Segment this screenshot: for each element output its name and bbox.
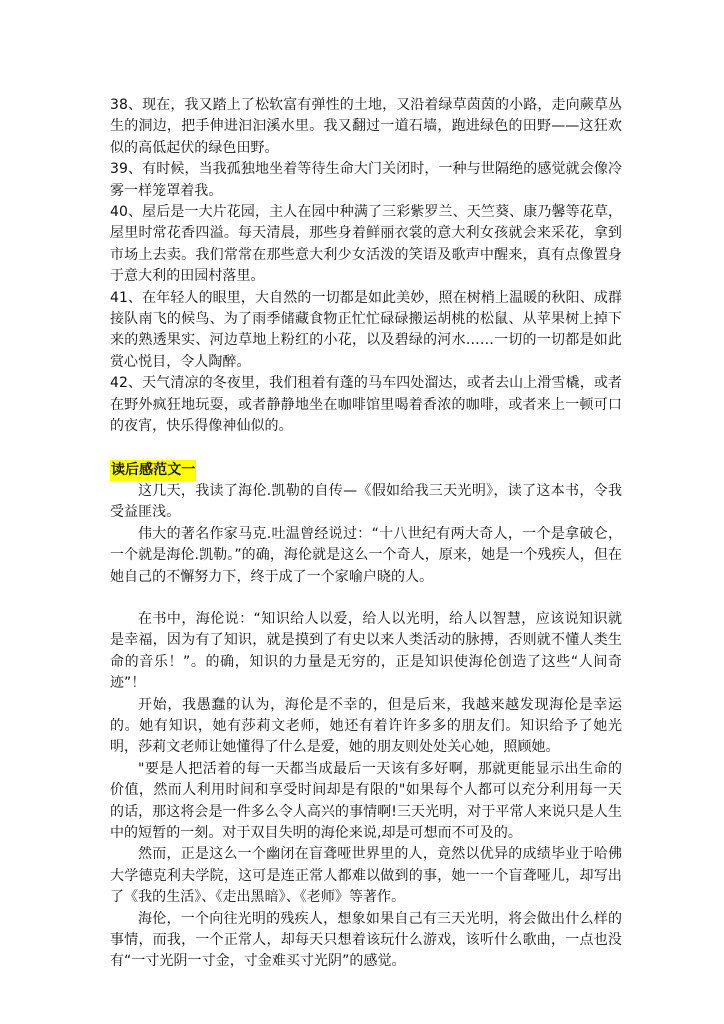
essay-paragraph: "要是人把活着的每一天都当成最后一天该有多好啊，那就更能显示出生命的价值，然而人利用时间和享受时间却是有限的"如果每个人都可以充分利用每一天的话，那这将会是一件多么令人高兴的事情啊!三天光明，对于平常人来说只是人生中的短暂的一刻。对于双目失明的海伦来说,却是可想而不可及的。 xyxy=(110,760,622,841)
essay-paragraph: 这几天，我读了海伦.凯勒的自传—《假如给我三天光明》，读了这本书，令我受益匪浅。 xyxy=(110,482,622,521)
essay-paragraph: 在书中，海伦说：“知识给人以爱，给人以光明，给人以智慧，应该说知识就是幸福，因为有了知识，就是摸到了有史以来人类活动的脉搏，否则就不懂人类生命的音乐！”。的确，知识的力量是无穷的，正是知识使海伦创造了这些“人间奇迹”！ xyxy=(110,610,622,692)
document-page xyxy=(110,95,622,973)
essay-paragraph: 海伦，一个向往光明的残疾人，想象如果自己有三天光明，将会做出什么样的事情，而我，一个正常人，却每天只想着该玩什么游戏，该听什么歌曲，一点也没有“一寸光阴一寸金，寸金难买寸光阴”的感觉。 xyxy=(110,910,622,970)
section-spacer xyxy=(110,438,622,460)
numbered-paragraph-40: 40、屋后是一大片花园，主人在园中种满了三彩紫罗兰、天竺葵、康乃馨等花草，屋里时常花香四溢。每天清晨，那些身着鲜丽衣裳的意大利女孩就会来采花，拿到市场上去卖。我们常常在那些意大利少女活泼的笑语及歌声中醒来，真有点像置身于意大利的田园村落里。 xyxy=(110,204,622,285)
essay-heading: 读后感范文一 xyxy=(110,460,196,481)
numbered-paragraph-39: 39、有时候，当我孤独地坐着等待生命大门关闭时，一种与世隔绝的感觉就会像冷雾一样笼罩着我。 xyxy=(110,161,622,199)
blank-line xyxy=(110,588,622,609)
essay-paragraph: 开始，我愚蠢的认为，海伦是不幸的，但是后来，我越来越发现海伦是幸运的。她有知识，她有莎莉文老师，她还有着许许多多的朋友们。知识给予了她光明，莎莉文老师让她懂得了什么是爱，她的朋友则处处关心她，照顾她。 xyxy=(110,696,622,756)
numbered-paragraph-38: 38、现在，我又踏上了松软富有弹性的土地，又沿着绿草茵茵的小路，走向蕨草丛生的洞边，把手伸进汩汩溪水里。我又翻过一道石墙，跑进绿色的田野——这狂欢似的高低起伏的绿色田野。 xyxy=(110,97,622,156)
numbered-paragraph-42: 42、天气清凉的冬夜里，我们租着有蓬的马车四处溜达，或者去山上滑雪橇，或者在野外疯狂地玩耍，或者静静地坐在咖啡馆里喝着香浓的咖啡，或者来上一顿可口的夜宵，快乐得像神仙似的。 xyxy=(110,375,622,435)
essay-paragraph: 伟大的著名作家马克.吐温曾经说过：“十八世纪有两大奇人，一个是拿破仑，一个就是海伦.凯勒。”的确，海伦就是这么一个奇人，原来，她是一个残疾人，但在她自己的不懈努力下，终于成了一个家喻户晓的人。 xyxy=(110,525,622,585)
numbered-paragraph-41: 41、在年轻人的眼里，大自然的一切都是如此美妙，照在树梢上温暖的秋阳、成群接队南飞的候鸟、为了雨季储藏食物正忙忙碌碌搬运胡桃的松鼠、从苹果树上掉下来的熟透果实、河边草地上粉红的小花，以及碧绿的河水……一切的一切都是如此赏心悦目，令人陶醉。 xyxy=(110,289,622,370)
essay-paragraph: 然而，正是这么一个幽闭在盲聋哑世界里的人，竟然以优异的成绩毕业于哈佛大学德克利夫学院，这可是连正常人都难以做到的事，她一一个盲聋哑儿，却写出了《我的生活》、《走出黑暗》、《老师》等著作。 xyxy=(110,846,622,906)
